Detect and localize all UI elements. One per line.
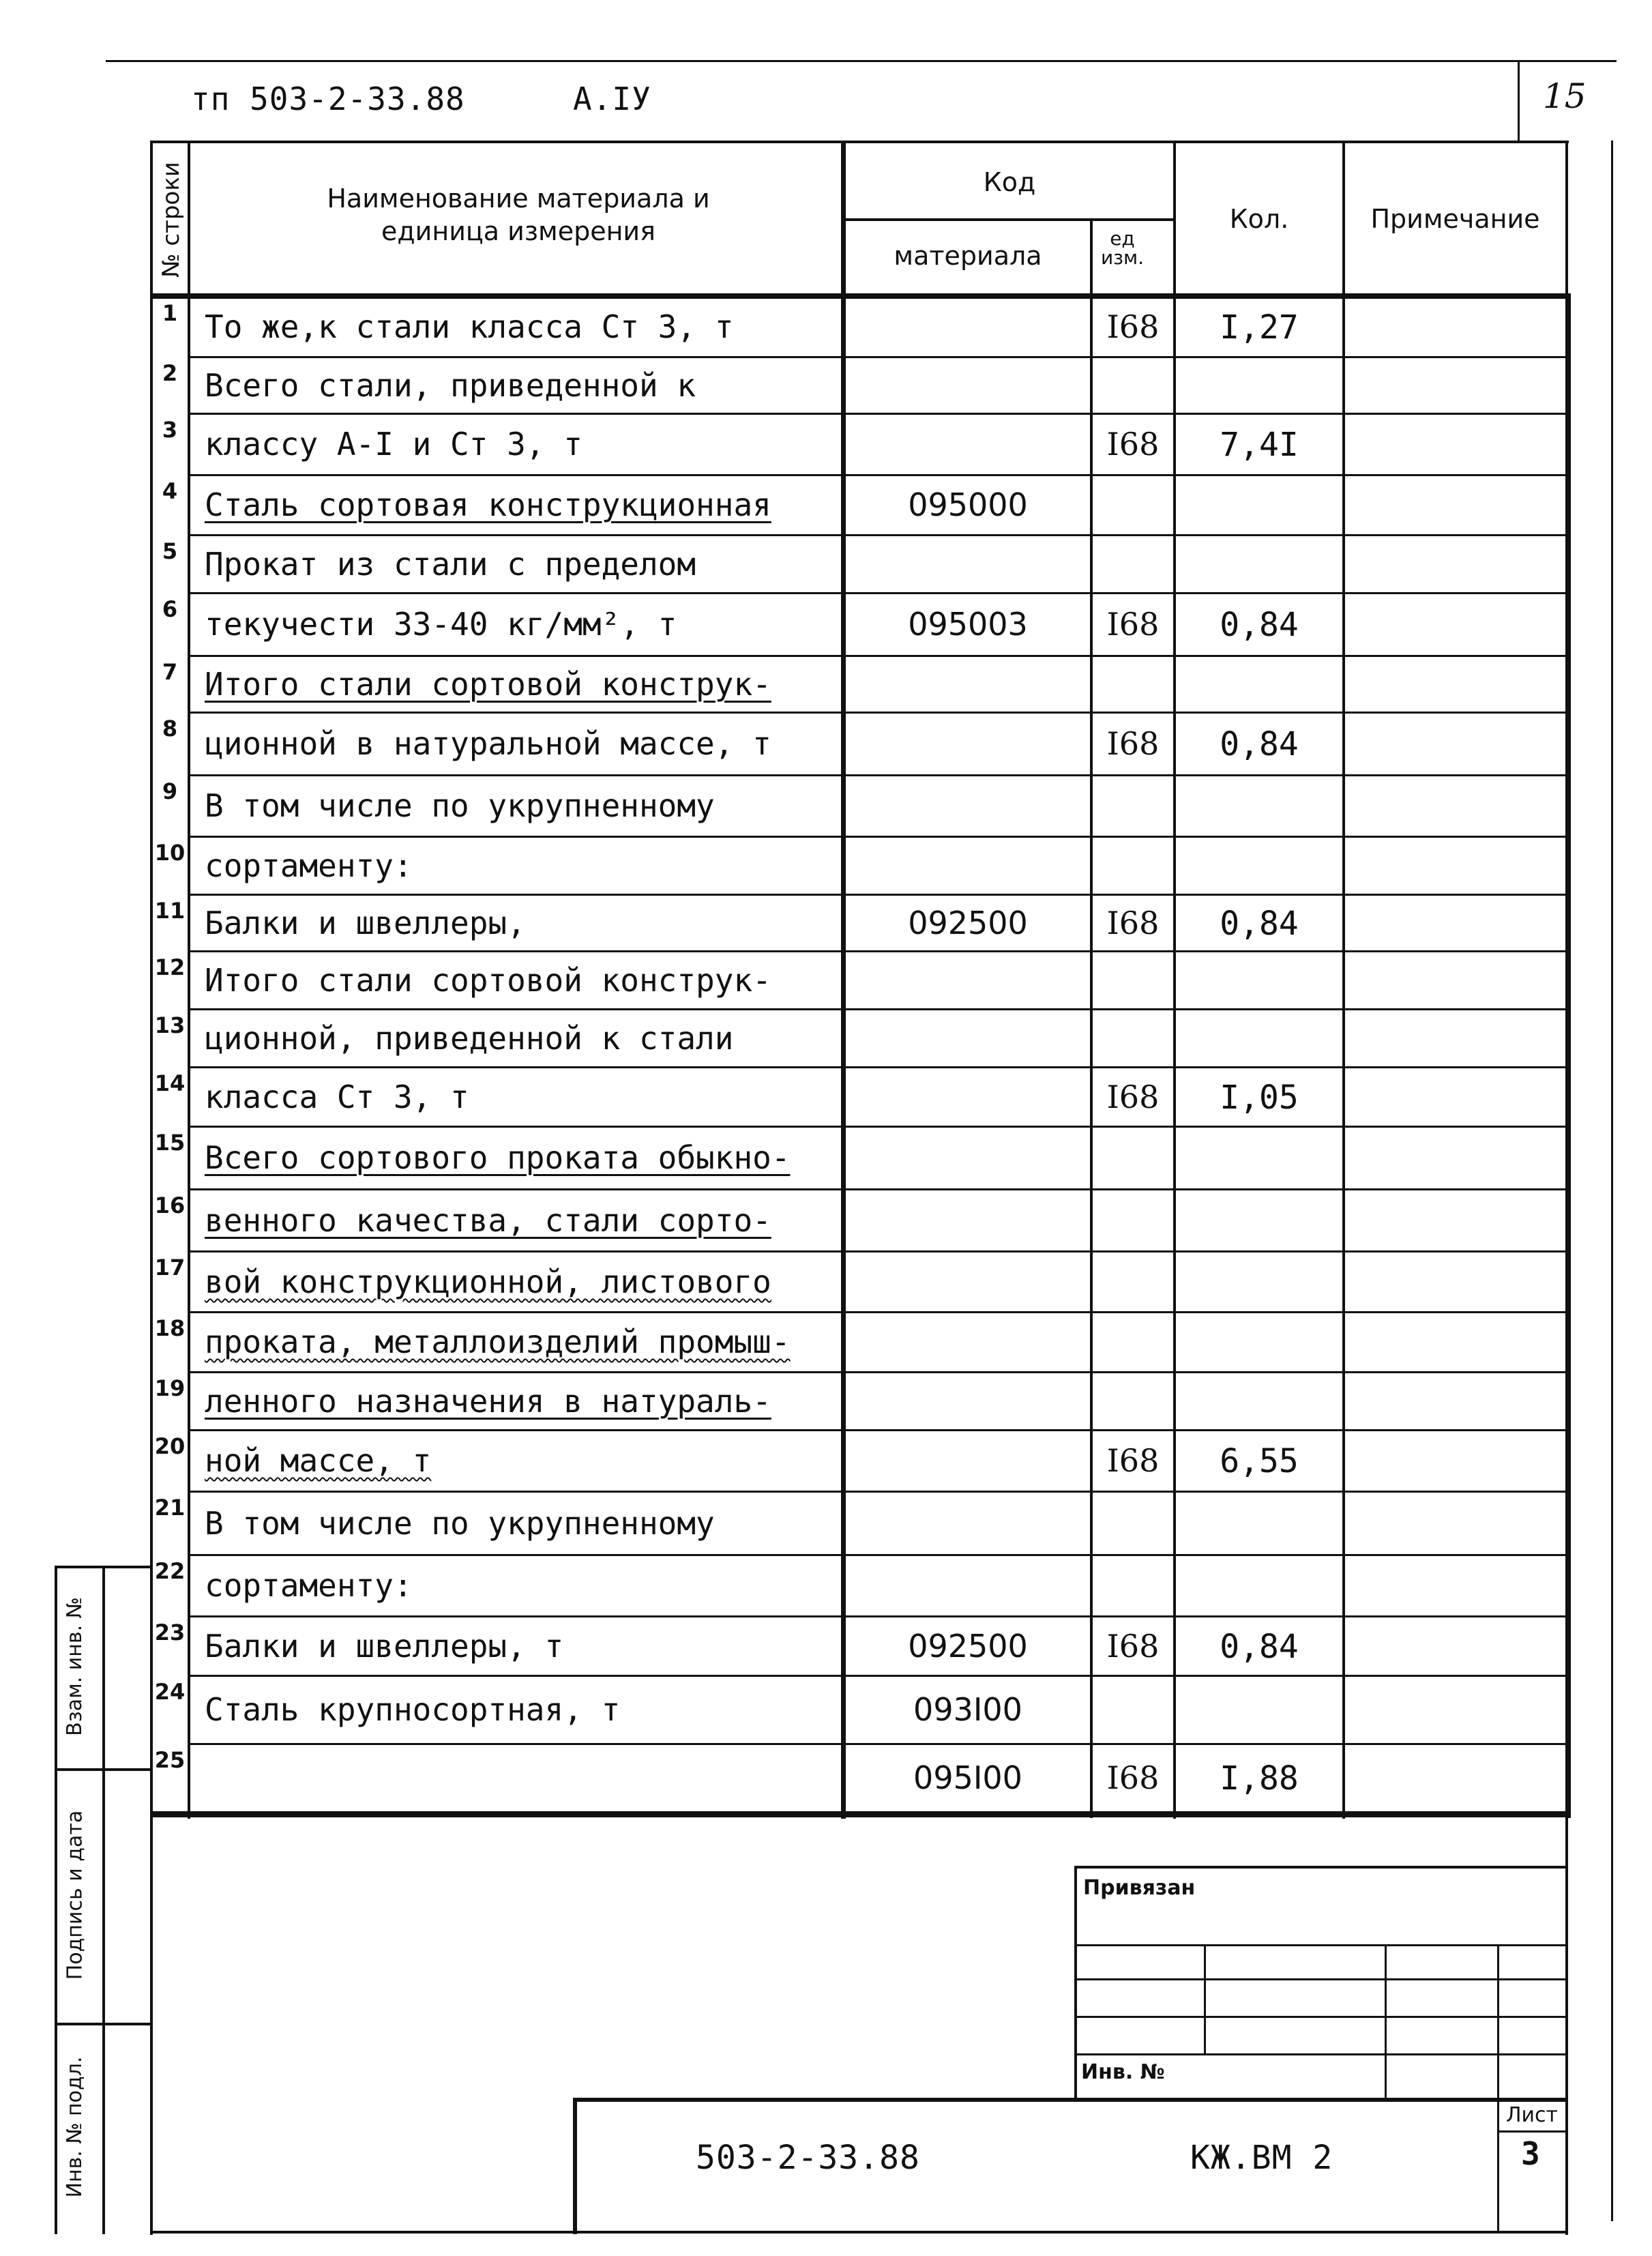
header-note: Примечание xyxy=(1370,204,1540,234)
row-material-name: классу А-I и Ст 3, т xyxy=(205,426,582,463)
col-unit-right xyxy=(1173,141,1176,1819)
row-number: 8 xyxy=(162,716,178,742)
row-unit-code: I68 xyxy=(1106,905,1160,941)
tb-sheet-number: 3 xyxy=(1521,2135,1541,2172)
row-quantity: I,88 xyxy=(1220,1759,1299,1798)
row-material-name: Итого стали сортовой конструк- xyxy=(205,962,771,999)
row-separator xyxy=(188,413,1565,415)
row-material-name: сортаменту: xyxy=(205,1567,413,1604)
header-material: материала xyxy=(894,241,1042,271)
row-separator xyxy=(188,1311,1565,1313)
tb-grid-4 xyxy=(1074,2053,1568,2055)
row-separator xyxy=(188,592,1565,594)
header-name: Наименование материала и единица измерения xyxy=(327,184,710,246)
row-material-name: сортаменту: xyxy=(205,847,413,884)
tb-inv-no-label: Инв. № xyxy=(1081,2060,1165,2084)
row-separator xyxy=(188,1371,1565,1373)
row-separator xyxy=(188,474,1565,476)
row-quantity: 0,84 xyxy=(1220,905,1299,943)
row-separator xyxy=(188,1250,1565,1252)
row-number: 12 xyxy=(154,954,186,980)
document-code: тп 503-2-33.88 xyxy=(191,80,465,117)
row-number: 17 xyxy=(154,1255,186,1280)
row-separator xyxy=(188,534,1565,536)
col-qty-right xyxy=(1342,141,1345,1819)
row-material-name: класса Ст 3, т xyxy=(205,1079,469,1115)
row-number: 9 xyxy=(162,778,178,804)
header-code: Код xyxy=(983,167,1036,197)
row-quantity: 0,84 xyxy=(1220,1628,1299,1666)
tb-sheet-divider xyxy=(1497,2130,1568,2133)
row-number: 18 xyxy=(154,1315,186,1341)
album-code: А.IУ xyxy=(573,80,651,117)
row-number: 11 xyxy=(154,898,186,924)
tb-sheet-label: Лист xyxy=(1506,2103,1559,2127)
row-material-code: 092500 xyxy=(908,1628,1028,1665)
row-separator xyxy=(188,894,1565,896)
tb-document-number: 503-2-33.88 xyxy=(696,2139,920,2177)
row-material-name: Прокат из стали с пределом xyxy=(205,546,696,583)
row-separator xyxy=(188,1675,1565,1677)
row-unit-code: I68 xyxy=(1106,606,1160,643)
row-unit-code: I68 xyxy=(1106,426,1160,463)
tb-mark: КЖ.ВМ 2 xyxy=(1190,2139,1333,2177)
row-number: 5 xyxy=(162,538,178,564)
row-number: 2 xyxy=(162,360,178,386)
row-unit-code: I68 xyxy=(1106,1759,1160,1796)
row-number: 23 xyxy=(154,1620,186,1645)
row-number: 6 xyxy=(162,596,178,622)
row-separator xyxy=(188,1429,1565,1431)
table-left-border xyxy=(150,141,153,2235)
row-material-code: 095000 xyxy=(908,486,1028,523)
row-separator xyxy=(188,1008,1565,1010)
tb-main-left xyxy=(573,2098,577,2234)
row-separator xyxy=(188,655,1565,657)
tb-grid-3 xyxy=(1074,2016,1568,2018)
table-top-border xyxy=(150,141,1569,143)
row-number: 3 xyxy=(162,417,178,443)
row-material-name: Всего сортового проката обыкно- xyxy=(205,1139,791,1176)
row-separator xyxy=(188,836,1565,838)
row-material-name: ционной в натуральной массе, т xyxy=(205,725,771,762)
row-quantity: I,27 xyxy=(1220,308,1299,347)
row-separator xyxy=(188,1491,1565,1493)
row-separator xyxy=(188,1743,1565,1745)
stamp-mid-border xyxy=(102,1566,105,2234)
row-material-name: ционной, приведенной к стали xyxy=(205,1020,734,1057)
tb-privyazan-label: Привязан xyxy=(1083,1876,1196,1900)
row-number: 13 xyxy=(154,1012,186,1038)
row-number: 14 xyxy=(154,1070,186,1096)
row-separator xyxy=(188,950,1565,952)
row-separator xyxy=(188,712,1565,714)
row-quantity: 6,55 xyxy=(1220,1442,1299,1480)
row-separator xyxy=(188,1066,1565,1068)
stamp-left-border xyxy=(55,1566,57,2234)
row-number: 22 xyxy=(154,1558,186,1584)
row-quantity: 0,84 xyxy=(1220,725,1299,763)
row-material-name: венного качества, стали сорто- xyxy=(205,1202,771,1239)
row-material-name: В том числе по укрупненному xyxy=(205,1505,715,1542)
row-number: 16 xyxy=(154,1192,186,1218)
tb-grid-v3 xyxy=(1497,1944,1499,2231)
row-material-code: 095I00 xyxy=(913,1759,1022,1796)
row-number: 21 xyxy=(154,1495,186,1521)
row-quantity: I,05 xyxy=(1220,1079,1299,1117)
tb-grid-v1 xyxy=(1204,1944,1206,2053)
tb-grid-1 xyxy=(1074,1944,1568,1946)
row-material-name: В том числе по укрупненному xyxy=(205,787,715,824)
row-separator xyxy=(188,1554,1565,1556)
code-subheader-line xyxy=(842,218,1175,221)
row-number: 15 xyxy=(154,1130,186,1156)
row-material-name: Всего стали, приведенной к xyxy=(205,367,696,404)
row-number: 19 xyxy=(154,1375,186,1401)
row-material-name: Балки и швеллеры, xyxy=(205,905,526,941)
col-name-right xyxy=(841,141,846,1819)
row-material-name: ленного назначения в натураль- xyxy=(205,1383,771,1420)
row-unit-code: I68 xyxy=(1106,725,1160,762)
stamp-vzam-inv: Взам. инв. № xyxy=(63,1597,87,1736)
header-bottom-line xyxy=(150,293,1565,299)
tb-main-top xyxy=(573,2098,1568,2102)
row-material-name: проката, металлоизделий промыш- xyxy=(205,1323,791,1360)
row-number: 24 xyxy=(154,1679,186,1705)
row-material-name: Сталь крупносортная, т xyxy=(205,1691,621,1728)
row-material-code: 092500 xyxy=(908,905,1028,941)
stamp-podpis-data: Подпись и дата xyxy=(63,1810,87,1980)
row-unit-code: I68 xyxy=(1106,1079,1160,1115)
tb-privyazan-top xyxy=(1074,1866,1568,1869)
row-number: 25 xyxy=(154,1747,186,1773)
row-material-name: То же,к стали класса Ст 3, т xyxy=(205,308,734,345)
page-far-right-line xyxy=(1611,141,1613,2221)
header-row-number: № строки xyxy=(158,162,185,278)
row-separator xyxy=(188,1188,1565,1190)
row-separator xyxy=(188,356,1565,358)
stamp-inv-podl: Инв. № подл. xyxy=(63,2056,87,2198)
col-note-right xyxy=(1565,293,1571,1818)
row-unit-code: I68 xyxy=(1106,308,1160,345)
row-material-name: Балки и швеллеры, т xyxy=(205,1628,564,1665)
row-material-code: 093I00 xyxy=(913,1691,1022,1728)
row-material-name: вой конструкционной, листового xyxy=(205,1263,771,1300)
row-number: 10 xyxy=(154,840,186,866)
row-number: 20 xyxy=(154,1433,186,1459)
row-material-name: Сталь сортовая конструкционная xyxy=(205,486,771,523)
row-separator xyxy=(188,774,1565,776)
table-bottom-border xyxy=(150,2231,1568,2233)
row-number: 7 xyxy=(162,659,178,685)
row-separator xyxy=(188,1126,1565,1128)
sheet-number: 15 xyxy=(1543,76,1587,116)
row-quantity: 0,84 xyxy=(1220,606,1299,644)
row-material-code: 095003 xyxy=(908,606,1028,643)
tb-privyazan-left xyxy=(1074,1866,1077,2101)
tb-grid-2 xyxy=(1074,1978,1568,1980)
tb-grid-v2 xyxy=(1385,1944,1387,2098)
header-quantity: Кол. xyxy=(1229,204,1289,234)
table-body-bottom xyxy=(150,1811,1568,1817)
header-unit: ед изм. xyxy=(1100,227,1145,269)
row-unit-code: I68 xyxy=(1106,1628,1160,1665)
row-quantity: 7,4I xyxy=(1220,426,1299,464)
row-material-name: текучести 33-40 кг/мм², т xyxy=(205,606,677,643)
row-separator xyxy=(188,1615,1565,1617)
row-number: 4 xyxy=(162,478,178,504)
row-material-name: Итого стали сортовой конструк- xyxy=(205,666,771,703)
col-rowno-right xyxy=(188,141,190,1819)
row-number: 1 xyxy=(162,300,178,326)
row-material-name: ной массе, т xyxy=(205,1442,432,1479)
row-unit-code: I68 xyxy=(1106,1442,1160,1479)
